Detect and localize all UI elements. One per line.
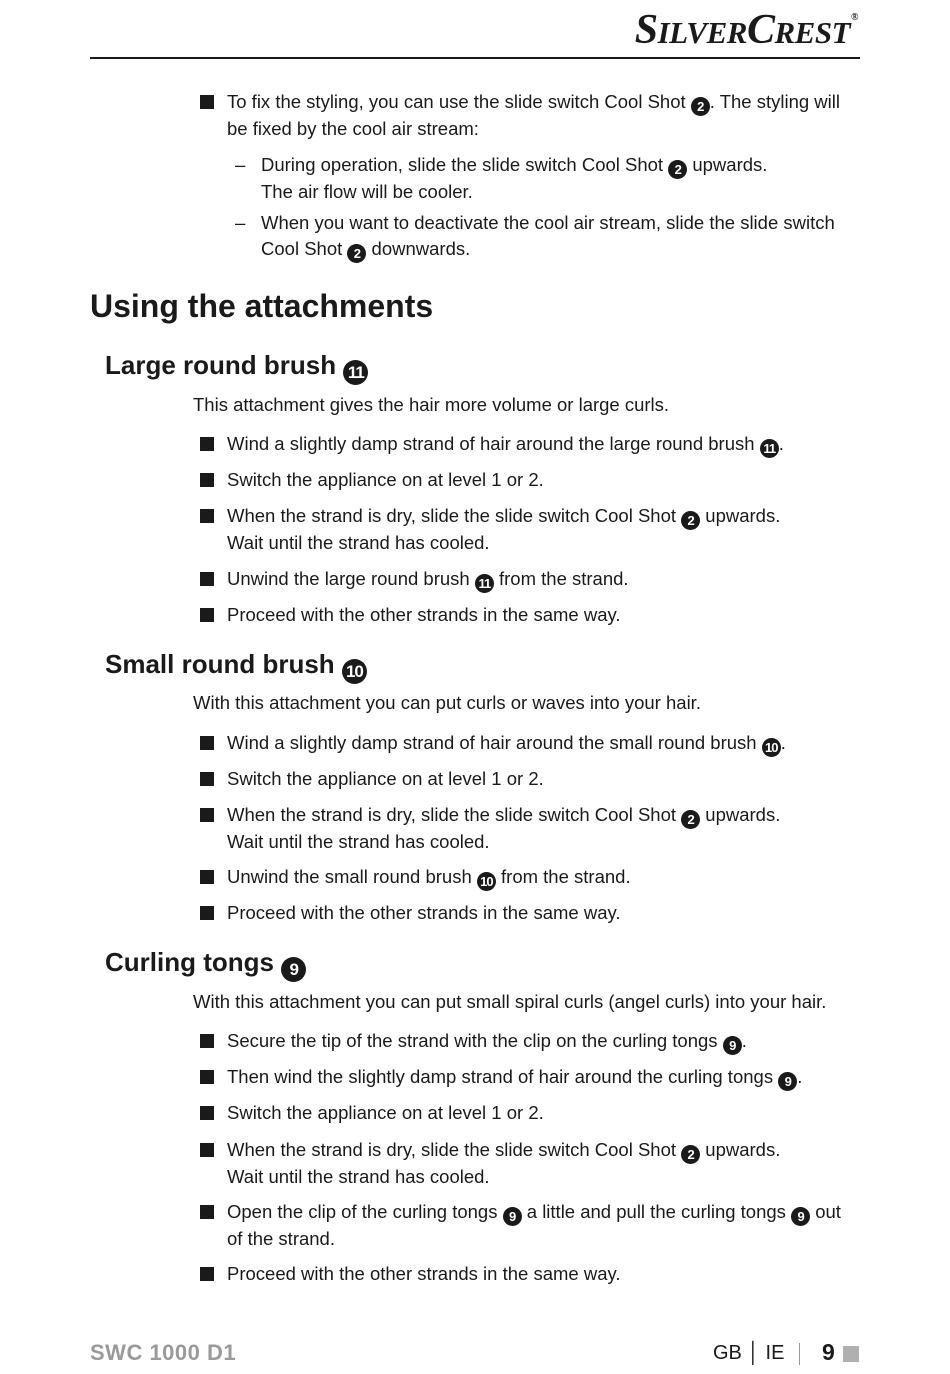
ref-badge-10: 10 [762, 738, 781, 757]
footer-divider [799, 1343, 800, 1365]
footer-model-number: SWC 1000 D1 [90, 1340, 237, 1365]
bullet-square-icon [200, 608, 214, 622]
bullet-square-icon [200, 95, 214, 109]
small-brush-desc: With this attachment you can put curls or waves into your hair. [193, 692, 701, 713]
footer-language: GB │ IE [713, 1342, 785, 1364]
bullet-square-icon [200, 870, 214, 884]
header-rule [90, 57, 860, 59]
bullet-square-icon [200, 1070, 214, 1084]
ref-badge-2: 2 [691, 97, 710, 116]
large-step: Switch the appliance on at level 1 or 2. [227, 467, 544, 493]
ref-badge-9: 9 [723, 1036, 742, 1055]
ref-badge-10: 10 [342, 659, 367, 684]
tongs-step: Open the clip of the curling tongs 9 a little and pull the curling tongs 9 out of the strand. [227, 1199, 841, 1252]
bullet-square-icon [200, 473, 214, 487]
bullet-square-icon [200, 1205, 214, 1219]
ref-badge-9: 9 [281, 957, 306, 982]
tongs-step: When the strand is dry, slide the slide switch Cool Shot 2 upwards. Wait until the strand has cooled. [227, 1137, 780, 1190]
small-step: Switch the appliance on at level 1 or 2. [227, 766, 544, 792]
bullet-square-icon [200, 1106, 214, 1120]
ref-badge-10: 10 [477, 872, 496, 891]
large-step: When the strand is dry, slide the slide switch Cool Shot 2 upwards. Wait until the strand has cooled. [227, 503, 780, 556]
bullet-square-icon [200, 736, 214, 750]
silvercrest-logo: SILVERCREST® [634, 7, 858, 53]
ref-badge-11: 11 [343, 360, 368, 385]
bullet-square-icon [200, 906, 214, 920]
tongs-step: Proceed with the other strands in the same way. [227, 1261, 621, 1287]
ref-badge-2: 2 [347, 244, 366, 263]
bullet-square-icon [200, 509, 214, 523]
tongs-step: Then wind the slightly damp strand of hair around the curling tongs 9 . [227, 1064, 802, 1091]
bullet-square-icon [200, 1267, 214, 1281]
intro-bullet: To fix the styling, you can use the slide switch Cool Shot 2 . The styling will be fixed by the cool air stream: [227, 89, 840, 142]
large-brush-desc: This attachment gives the hair more volume or large curls. [193, 394, 670, 415]
bullet-square-icon [200, 572, 214, 586]
bullet-square-icon [200, 772, 214, 786]
intro-dash-item: – When you want to deactivate the cool air stream, slide the slide switch Cool Shot 2 downwards. [235, 212, 835, 261]
curling-tongs-heading: Curling tongs 9 [105, 947, 306, 982]
small-step: Wind a slightly damp strand of hair around the small round brush 10 . [227, 730, 786, 757]
ref-badge-2: 2 [681, 1145, 700, 1164]
small-step: Proceed with the other strands in the same way. [227, 900, 621, 926]
large-step: Unwind the large round brush 11 from the strand. [227, 566, 629, 593]
large-step: Wind a slightly damp strand of hair around the large round brush 11 . [227, 431, 784, 458]
page-number: 9 [822, 1339, 835, 1365]
tongs-step: Switch the appliance on at level 1 or 2. [227, 1100, 544, 1126]
intro-dash-item: – During operation, slide the slide switch Cool Shot 2 upwards. The air flow will be cooler. [235, 154, 768, 202]
large-brush-heading: Large round brush 11 [105, 350, 368, 385]
small-brush-heading: Small round brush 10 [105, 649, 367, 684]
bullet-square-icon [200, 437, 214, 451]
small-step: When the strand is dry, slide the slide switch Cool Shot 2 upwards. Wait until the strand has cooled. [227, 802, 780, 855]
ref-badge-2: 2 [681, 511, 700, 530]
ref-badge-2: 2 [681, 810, 700, 829]
section-title: Using the attachments [90, 288, 434, 324]
bullet-square-icon [200, 808, 214, 822]
ref-badge-11: 11 [475, 574, 494, 593]
small-step: Unwind the small round brush 10 from the strand. [227, 864, 631, 891]
ref-badge-9: 9 [503, 1207, 522, 1226]
page-marker-icon [843, 1346, 859, 1362]
large-step: Proceed with the other strands in the same way. [227, 602, 621, 628]
curling-tongs-desc: With this attachment you can put small spiral curls (angel curls) into your hair. [193, 991, 827, 1012]
bullet-square-icon [200, 1143, 214, 1157]
ref-badge-9: 9 [791, 1207, 810, 1226]
ref-badge-9: 9 [778, 1072, 797, 1091]
ref-badge-2: 2 [668, 160, 687, 179]
tongs-step: Secure the tip of the strand with the clip on the curling tongs 9 . [227, 1028, 747, 1055]
bullet-square-icon [200, 1034, 214, 1048]
ref-badge-11: 11 [760, 439, 779, 458]
